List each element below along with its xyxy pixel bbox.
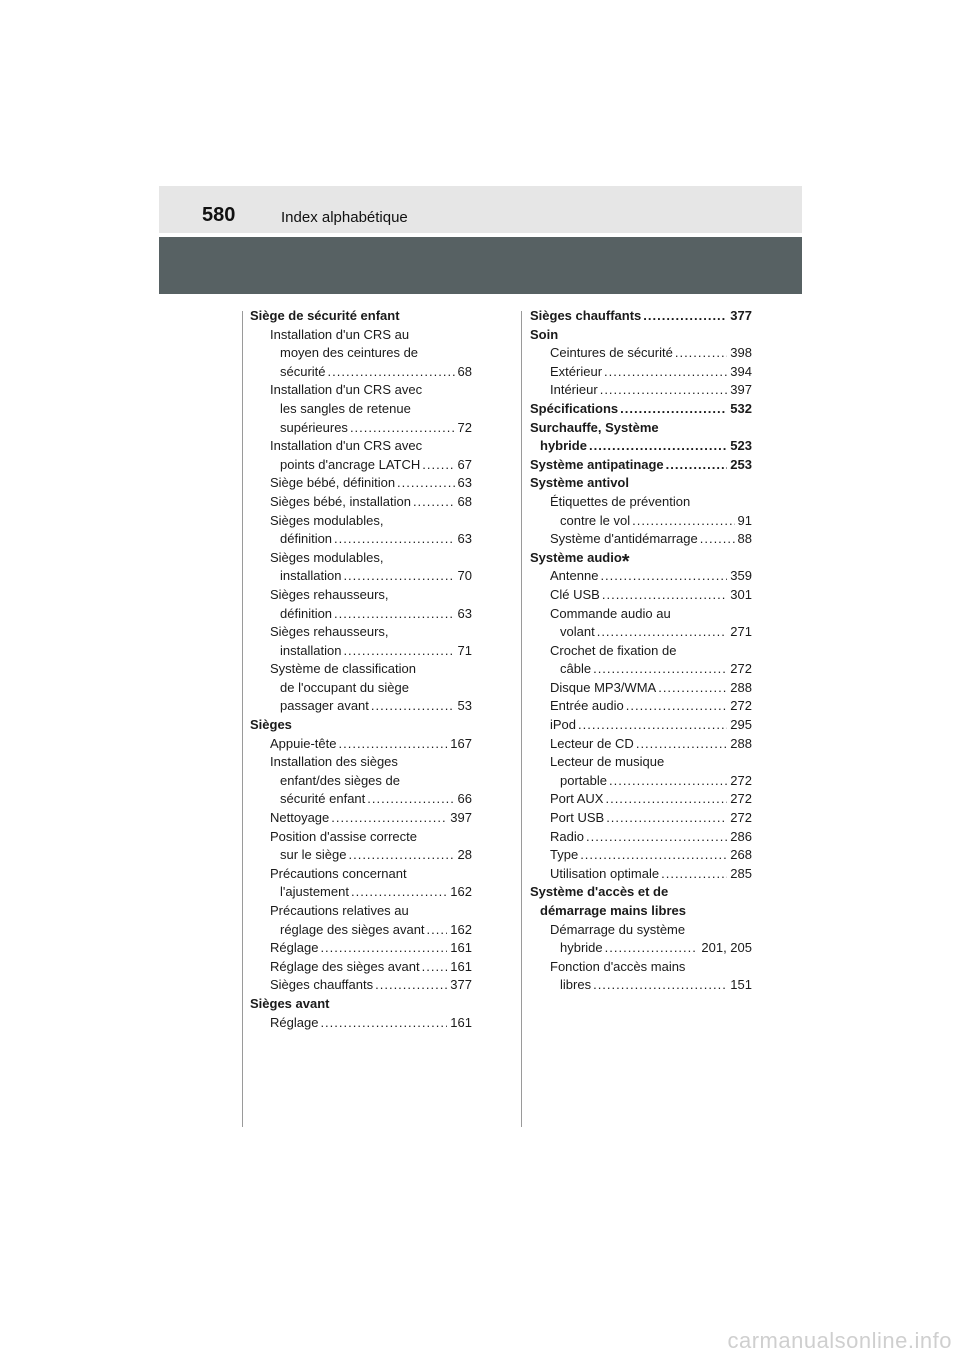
index-entry-text: hybride xyxy=(540,438,587,454)
index-entry-text: Utilisation optimale xyxy=(550,865,660,881)
index-entry-text: Démarrage du système xyxy=(550,921,686,937)
leader-dots xyxy=(320,939,447,958)
index-entry-text: supérieures xyxy=(280,419,348,435)
index-entry-text: iPod xyxy=(550,717,577,733)
leader-dots xyxy=(593,976,727,995)
index-entry xyxy=(530,326,752,345)
index-entry-text: Réglage des sièges avant xyxy=(270,958,420,974)
index-entry-text: Port USB xyxy=(550,810,605,826)
index-entry xyxy=(530,976,752,995)
index-entry xyxy=(530,679,752,698)
index-entry xyxy=(250,567,472,586)
index-entry-text: Installation des sièges xyxy=(270,754,398,770)
index-entry-page: 359 xyxy=(730,568,752,584)
index-entry xyxy=(530,456,752,475)
index-entry xyxy=(530,753,752,772)
index-entry xyxy=(530,530,752,549)
index-entry xyxy=(250,419,472,438)
index-entry-text: Fonction d'accès mains xyxy=(550,958,686,974)
index-entry-page: 272 xyxy=(730,661,752,677)
leader-dots xyxy=(589,437,727,456)
leader-dots xyxy=(334,530,454,549)
index-entry-text: Installation d'un CRS avec xyxy=(270,382,423,398)
index-entry-text: Système de classification xyxy=(270,661,416,677)
index-entry-text: Système audio xyxy=(530,549,622,565)
index-entry xyxy=(530,623,752,642)
index-entry xyxy=(530,474,752,493)
index-entry xyxy=(250,716,472,735)
index-entry xyxy=(530,958,752,977)
index-entry-page: 162 xyxy=(450,921,472,937)
index-entry xyxy=(530,772,752,791)
index-entry xyxy=(530,307,752,326)
index-entry-page: 63 xyxy=(457,475,472,491)
index-entry-text: Commande audio au xyxy=(550,605,671,621)
index-entry-text: démarrage mains libres xyxy=(540,903,686,918)
index-entry xyxy=(250,735,472,754)
leader-dots xyxy=(600,381,728,400)
index-entry xyxy=(250,921,472,940)
leader-dots xyxy=(632,512,734,531)
index-entry xyxy=(250,493,472,512)
index-entry-text: Siège bébé, définition xyxy=(270,475,396,491)
index-entry xyxy=(250,456,472,475)
index-entry xyxy=(250,846,472,865)
index-entry-page: 285 xyxy=(730,865,752,881)
index-entry xyxy=(530,828,752,847)
index-entry-page: 295 xyxy=(730,717,752,733)
leader-dots xyxy=(700,530,735,549)
index-entry xyxy=(250,586,472,605)
index-entry xyxy=(530,381,752,400)
index-entry-page: 70 xyxy=(457,568,472,584)
index-entry-text: Sièges modulables, xyxy=(270,512,384,528)
index-entry-page: 268 xyxy=(730,847,752,863)
index-entry xyxy=(250,437,472,456)
index-entry-text: Sièges modulables, xyxy=(270,549,384,565)
index-entry xyxy=(530,512,752,531)
leader-dots xyxy=(606,809,727,828)
index-entry-page: 397 xyxy=(450,810,472,826)
index-entry-text: Type xyxy=(550,847,579,863)
index-entry xyxy=(250,344,472,363)
index-entry-page: 88 xyxy=(737,531,752,547)
index-entry-page: 272 xyxy=(730,772,752,788)
index-entry xyxy=(530,642,752,661)
index-entry xyxy=(530,902,752,921)
index-entry-page: 288 xyxy=(730,679,752,695)
index-entry-text: points d'ancrage LATCH xyxy=(280,456,421,472)
index-entry xyxy=(530,921,752,940)
index-entry-page: 68 xyxy=(457,363,472,379)
index-entry xyxy=(250,883,472,902)
index-entry xyxy=(530,363,752,382)
index-entry-text: Étiquettes de prévention xyxy=(550,493,691,509)
index-entry-text: Système d'antidémarrage xyxy=(550,531,698,547)
index-entry-text: Soin xyxy=(530,326,559,342)
index-entry-text: Sièges chauffants xyxy=(530,308,642,323)
index-entry-page: 286 xyxy=(730,828,752,844)
index-entry-text: hybride xyxy=(560,940,603,956)
decorative-band xyxy=(159,237,802,294)
index-entry-text: réglage des sièges avant xyxy=(280,921,425,937)
index-entry xyxy=(530,493,752,512)
index-entry xyxy=(530,697,752,716)
index-entry-page: 397 xyxy=(730,382,752,398)
index-entry xyxy=(250,902,472,921)
index-entry-text: Sièges xyxy=(250,717,292,733)
column-divider-right xyxy=(521,311,522,1127)
index-entry xyxy=(250,939,472,958)
index-entry-page: 377 xyxy=(450,977,472,993)
leader-dots xyxy=(643,307,727,326)
index-entry xyxy=(530,939,752,958)
leader-dots xyxy=(320,1014,447,1033)
index-entry-text: Spécifications xyxy=(530,400,619,416)
index-entry xyxy=(250,976,472,995)
index-entry xyxy=(250,790,472,809)
leader-dots xyxy=(609,772,727,791)
index-entry-text: Entrée audio xyxy=(550,698,624,714)
index-entry-page: 67 xyxy=(457,456,472,472)
footnote-star: * xyxy=(621,551,630,574)
index-entry-text: Précautions relatives au xyxy=(270,903,409,918)
index-entry-text: Précautions concernant xyxy=(270,865,407,881)
index-entry-text: Sièges bébé, installation xyxy=(270,493,411,509)
index-entry-page: 161 xyxy=(450,940,472,956)
index-entry-text: Système antivol xyxy=(530,475,629,491)
index-entry-page: 63 xyxy=(457,531,472,547)
index-entry-text: libres xyxy=(560,977,592,993)
index-entry-text: portable xyxy=(560,772,607,788)
leader-dots xyxy=(422,958,448,977)
index-entry-page: 201, 205 xyxy=(701,940,752,956)
page-number: 580 xyxy=(202,204,236,226)
index-entry-text: Système d'accès et de xyxy=(530,884,669,900)
index-entry-page: 151 xyxy=(730,977,752,993)
index-entry-text: sécurité enfant xyxy=(280,791,366,807)
index-entry-page: 288 xyxy=(730,735,752,751)
index-entry-text: définition xyxy=(280,531,333,547)
index-entry xyxy=(530,660,752,679)
index-entry xyxy=(250,512,472,531)
index-entry-page: 272 xyxy=(730,810,752,826)
index-entry-text: Antenne xyxy=(550,568,599,584)
leader-dots xyxy=(578,716,727,735)
index-column-right xyxy=(530,307,752,995)
index-entry xyxy=(530,419,752,438)
index-entry xyxy=(250,381,472,400)
index-entry xyxy=(250,623,472,642)
index-entry-text: Port AUX xyxy=(550,791,604,807)
index-entry-page: 167 xyxy=(450,735,472,751)
leader-dots xyxy=(371,697,455,716)
index-entry-text: installation xyxy=(280,642,342,658)
index-entry xyxy=(250,530,472,549)
index-entry xyxy=(250,400,472,419)
index-entry-text: Réglage xyxy=(270,1014,319,1030)
index-entry xyxy=(530,716,752,735)
leader-dots xyxy=(636,735,727,754)
index-entry-page: 523 xyxy=(730,438,752,454)
index-entry-text: définition xyxy=(280,605,333,621)
index-entry-page: 71 xyxy=(457,642,472,658)
leader-dots xyxy=(586,828,727,847)
index-entry xyxy=(250,679,472,698)
leader-dots xyxy=(675,344,727,363)
index-entry-page: 161 xyxy=(450,1014,472,1030)
index-entry-text: Intérieur xyxy=(550,382,598,398)
index-entry xyxy=(250,958,472,977)
index-entry-page: 66 xyxy=(457,791,472,807)
leader-dots xyxy=(620,400,727,419)
header-band xyxy=(159,186,802,233)
leader-dots xyxy=(422,456,454,475)
index-entry xyxy=(250,642,472,661)
section-title: Index alphabétique xyxy=(281,209,408,226)
index-entry-page: 398 xyxy=(730,345,752,361)
leader-dots xyxy=(351,883,447,902)
index-entry xyxy=(530,400,752,419)
leader-dots xyxy=(600,567,727,586)
index-entry-text: Sièges rehausseurs, xyxy=(270,624,389,640)
leader-dots xyxy=(605,939,699,958)
index-entry-text: de l'occupant du siège xyxy=(280,679,409,695)
leader-dots xyxy=(334,605,454,624)
index-entry xyxy=(250,697,472,716)
index-entry xyxy=(530,567,752,586)
leader-dots xyxy=(580,846,727,865)
index-entry xyxy=(530,605,752,624)
index-entry-text: Disque MP3/WMA xyxy=(550,679,657,695)
index-entry-text: Clé USB xyxy=(550,586,600,602)
index-entry xyxy=(250,772,472,791)
index-entry-text: Sièges avant xyxy=(250,995,330,1011)
index-entry-text: Nettoyage xyxy=(270,810,330,826)
index-entry-text: contre le vol xyxy=(560,512,631,528)
leader-dots xyxy=(339,735,448,754)
index-entry-text: Sièges chauffants xyxy=(270,977,374,993)
index-entry-text: moyen des ceintures de xyxy=(280,345,419,361)
index-entry xyxy=(250,326,472,345)
index-entry-page: 253 xyxy=(730,456,752,472)
index-entry-text: sécurité xyxy=(280,363,326,379)
leader-dots xyxy=(375,976,447,995)
leader-dots xyxy=(602,586,727,605)
index-entry-page: 161 xyxy=(450,958,472,974)
index-entry-page: 91 xyxy=(737,512,752,528)
leader-dots xyxy=(367,790,454,809)
leader-dots xyxy=(343,642,454,661)
index-entry xyxy=(530,344,752,363)
index-entry xyxy=(250,753,472,772)
leader-dots xyxy=(626,697,728,716)
index-entry xyxy=(250,549,472,568)
index-entry-page: 68 xyxy=(457,493,472,509)
index-entry-text: Siège de sécurité enfant xyxy=(250,308,400,323)
index-entry-text: Réglage xyxy=(270,940,319,956)
leader-dots xyxy=(397,474,454,493)
index-entry-text: Sièges rehausseurs, xyxy=(270,586,389,602)
index-entry-page: 272 xyxy=(730,791,752,807)
index-entry xyxy=(250,474,472,493)
leader-dots xyxy=(661,865,727,884)
leader-dots xyxy=(597,623,728,642)
index-entry-page: 301 xyxy=(730,586,752,602)
leader-dots xyxy=(331,809,447,828)
leader-dots xyxy=(658,679,727,698)
index-entry-text: les sangles de retenue xyxy=(280,400,411,416)
index-entry-text: sur le siège xyxy=(280,847,347,863)
leader-dots xyxy=(666,456,728,475)
index-entry-text: Crochet de fixation de xyxy=(550,642,677,658)
index-entry-text: Lecteur de musique xyxy=(550,754,665,770)
index-entry xyxy=(250,660,472,679)
watermark: carmanualsonline.info xyxy=(727,1328,952,1353)
index-entry-text: passager avant xyxy=(280,698,369,714)
index-entry xyxy=(250,809,472,828)
index-entry-page: 72 xyxy=(457,419,472,435)
leader-dots xyxy=(348,846,454,865)
index-entry xyxy=(530,883,752,902)
column-divider-left xyxy=(242,311,243,1127)
leader-dots xyxy=(604,363,727,382)
index-entry-page: 532 xyxy=(730,400,752,416)
index-entry-text: Surchauffe, Système xyxy=(530,419,659,435)
index-entry-text: Ceintures de sécurité xyxy=(550,345,673,361)
index-entry xyxy=(530,809,752,828)
index-entry xyxy=(250,363,472,382)
index-entry-text: Radio xyxy=(550,828,584,844)
index-entry xyxy=(250,1014,472,1033)
index-entry xyxy=(530,586,752,605)
leader-dots xyxy=(605,790,727,809)
index-entry xyxy=(530,790,752,809)
index-entry-page: 272 xyxy=(730,698,752,714)
index-entry xyxy=(530,865,752,884)
index-entry-text: installation xyxy=(280,568,342,584)
index-entry-text: Extérieur xyxy=(550,363,603,379)
index-entry-page: 28 xyxy=(457,847,472,863)
index-entry-text: câble xyxy=(560,661,592,677)
index-entry-text: volant xyxy=(560,624,595,640)
index-entry xyxy=(530,549,752,574)
leader-dots xyxy=(343,567,454,586)
leader-dots xyxy=(413,493,455,512)
index-entry-page: 271 xyxy=(730,624,752,640)
index-entry xyxy=(250,828,472,847)
index-entry-text: Installation d'un CRS au xyxy=(270,326,410,342)
index-entry-text: Lecteur de CD xyxy=(550,735,634,751)
leader-dots xyxy=(350,419,455,438)
index-column-left xyxy=(250,307,472,1032)
index-entry xyxy=(250,995,472,1014)
index-entry-text: Installation d'un CRS avec xyxy=(270,438,423,454)
index-entry-text: l'ajustement xyxy=(280,884,349,900)
index-entry xyxy=(250,307,472,326)
index-entry-page: 162 xyxy=(450,884,472,900)
leader-dots xyxy=(328,363,455,382)
index-entry xyxy=(530,437,752,456)
index-entry xyxy=(250,605,472,624)
index-entry-page: 377 xyxy=(730,308,752,323)
index-entry xyxy=(530,846,752,865)
index-entry-text: enfant/des sièges de xyxy=(280,772,400,788)
index-entry-text: Appuie-tête xyxy=(270,735,337,751)
index-entry-text: Position d'assise correcte xyxy=(270,828,417,844)
leader-dots xyxy=(593,660,727,679)
index-entry xyxy=(530,735,752,754)
index-entry-text: Système antipatinage xyxy=(530,456,664,472)
index-entry xyxy=(250,865,472,884)
index-entry-page: 53 xyxy=(457,698,472,714)
leader-dots xyxy=(427,921,448,940)
index-entry-page: 394 xyxy=(730,363,752,379)
index-entry-page: 63 xyxy=(457,605,472,621)
